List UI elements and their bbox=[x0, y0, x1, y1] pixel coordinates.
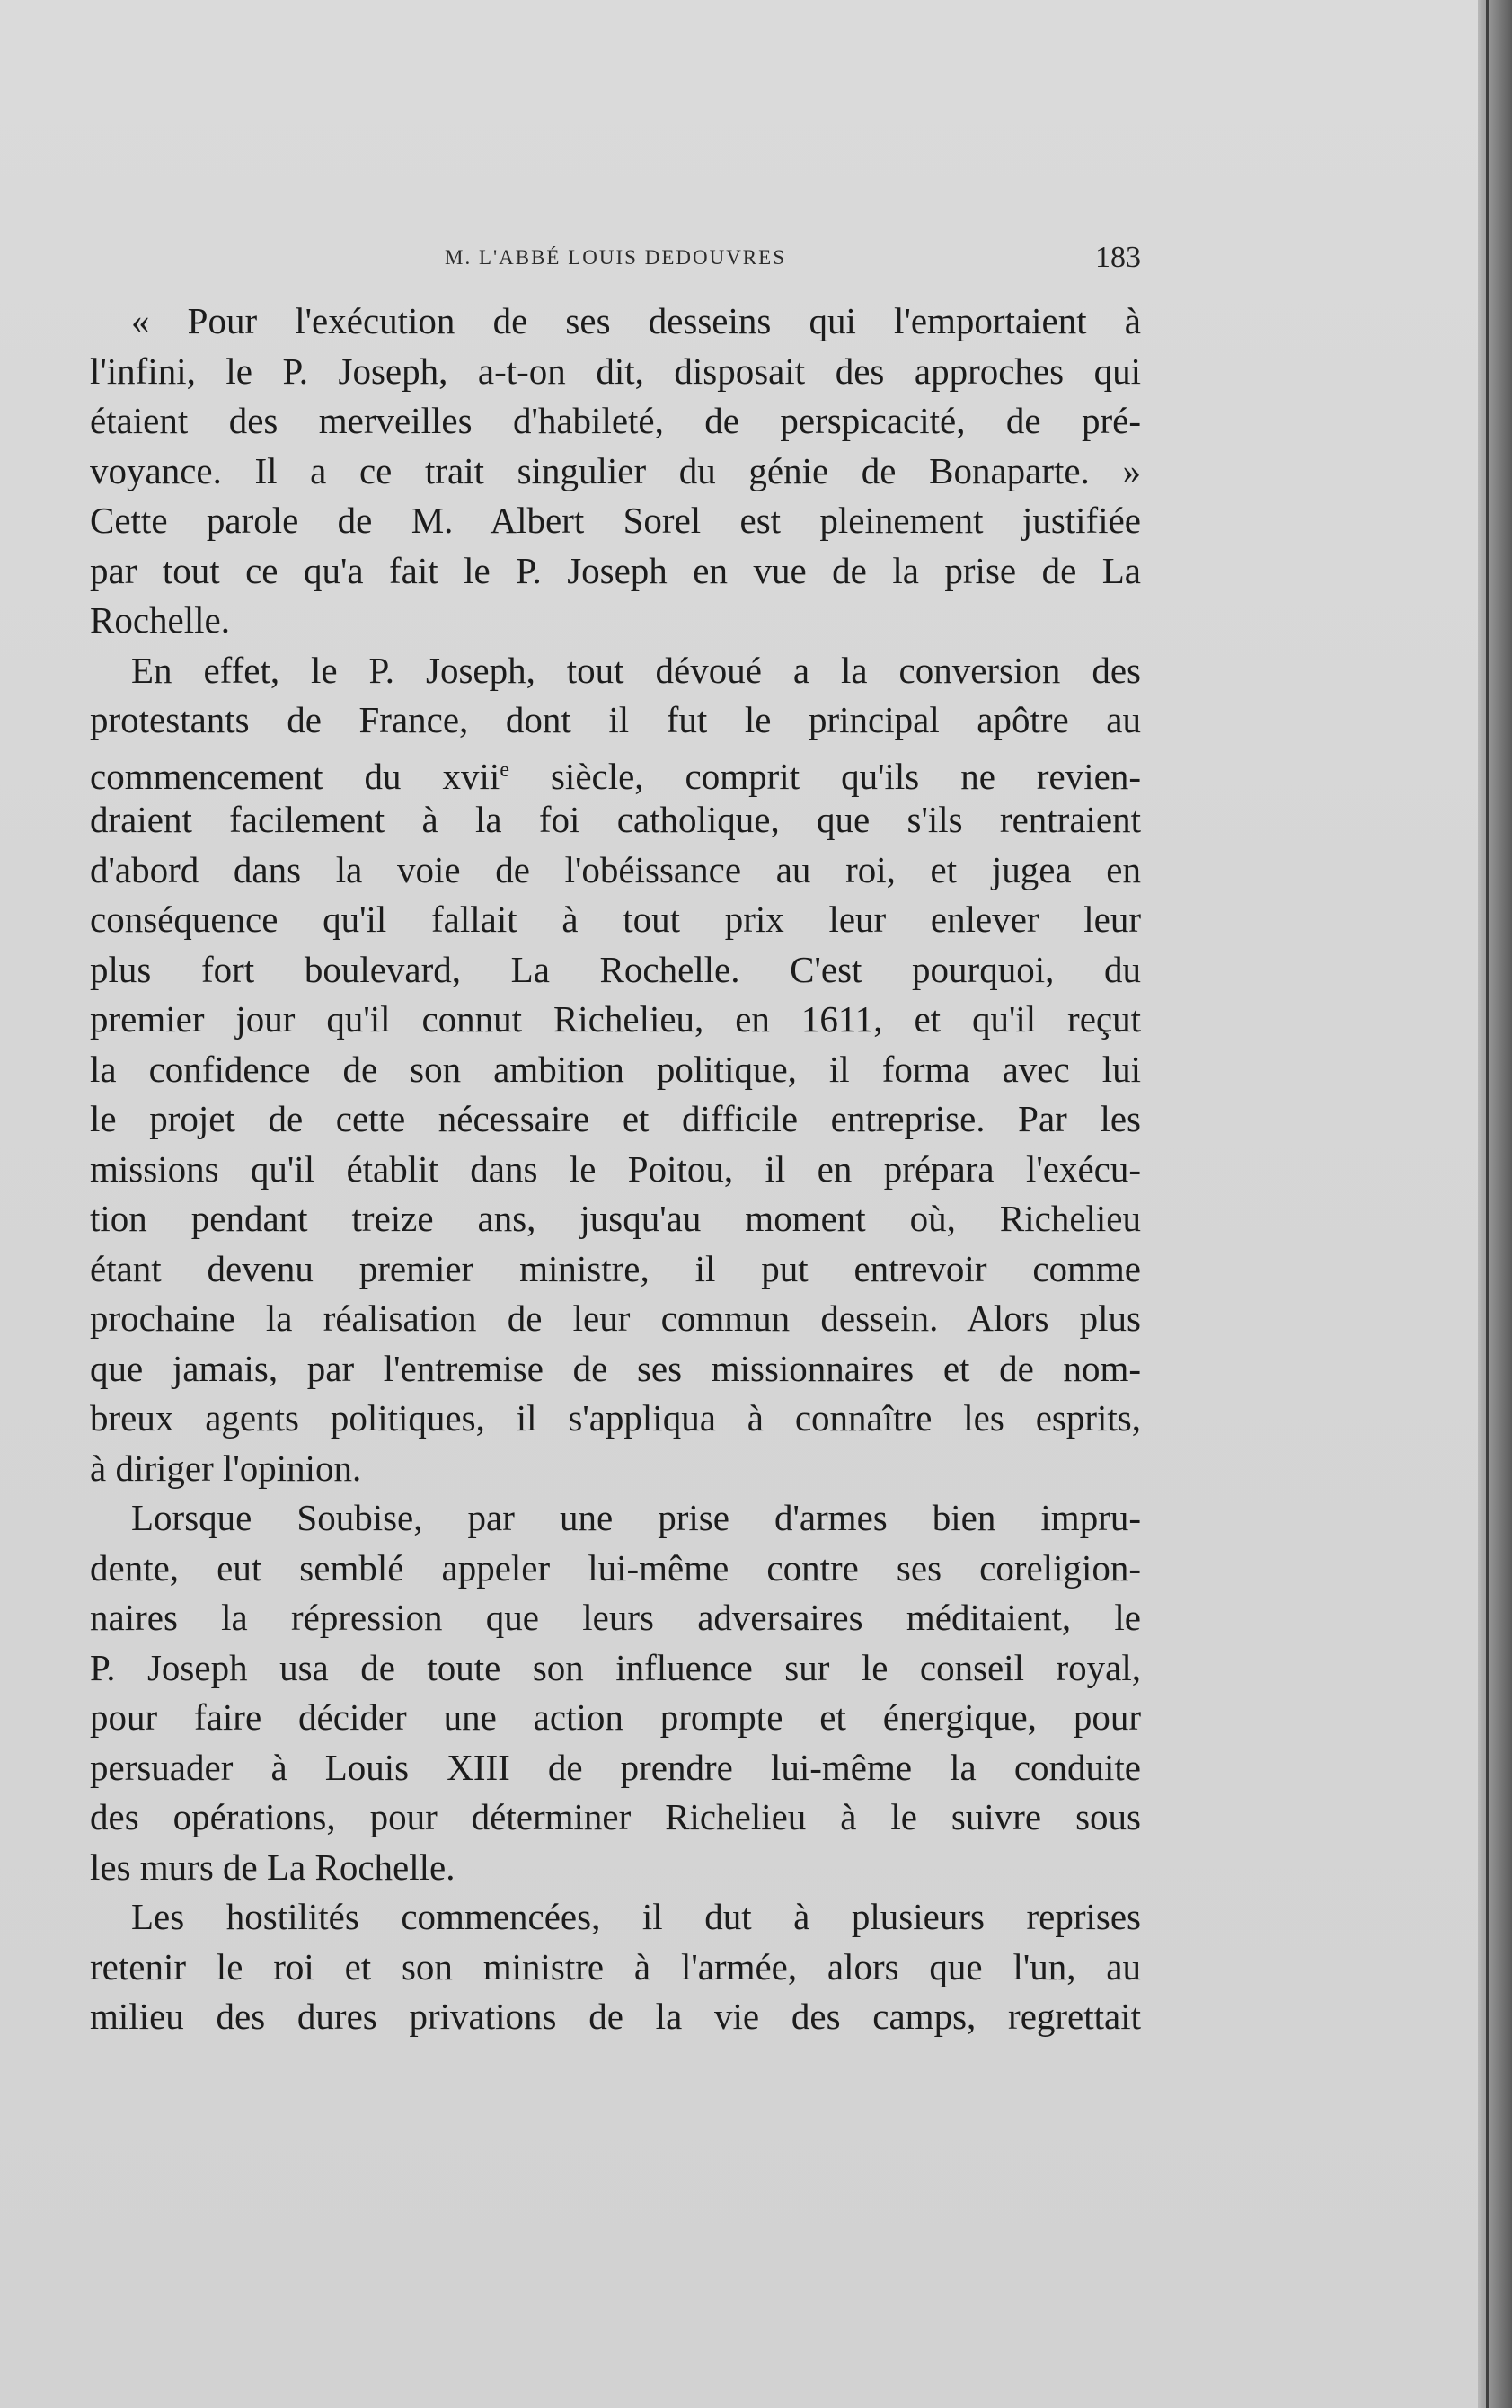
text-line: les murs de La Rochelle. bbox=[90, 1846, 455, 1888]
text-line: P. Joseph usa de toute son influence sur le conseil royal, bbox=[90, 1646, 1141, 1688]
text-line: étaient des merveilles d'habileté, de perspicacité, de pré- bbox=[90, 400, 1141, 441]
text-segment: commencement du xvii bbox=[90, 755, 500, 797]
running-head bbox=[90, 241, 1141, 277]
text-line: Rochelle. bbox=[90, 599, 230, 641]
superscript: e bbox=[500, 757, 509, 782]
text-line: naires la répression que leurs adversaires méditaient, le bbox=[90, 1597, 1141, 1638]
text-line: des opérations, pour déterminer Richelieu à le suivre sous bbox=[90, 1796, 1141, 1837]
text-line: la confidence de son ambition politique, il forma avec lui bbox=[90, 1048, 1141, 1090]
text-line: l'infini, le P. Joseph, a-t-on dit, disposait des approches qui bbox=[90, 350, 1141, 392]
text-line: draient facilement à la foi catholique, que s'ils rentraient bbox=[90, 799, 1141, 840]
running-head-title: M. L'ABBÉ LOUIS DEDOUVRES bbox=[445, 246, 786, 269]
text-line: plus fort boulevard, La Rochelle. C'est pourquoi, du bbox=[90, 948, 1141, 990]
text-line: Lorsque Soubise, par une prise d'armes bien impru- bbox=[131, 1497, 1141, 1538]
page-number: 183 bbox=[1095, 241, 1141, 274]
paragraph-4 bbox=[90, 1892, 1141, 2042]
text-line: pour faire décider une action prompte et énergique, pour bbox=[90, 1696, 1141, 1738]
text-line: prochaine la réalisation de leur commun dessein. Alors plus bbox=[90, 1297, 1141, 1339]
text-line: persuader à Louis XIII de prendre lui-même la conduite bbox=[90, 1746, 1141, 1788]
spine-shadow-line bbox=[1486, 0, 1489, 2408]
text-line: tion pendant treize ans, jusqu'au moment où, Richelieu bbox=[90, 1198, 1141, 1239]
text-line: missions qu'il établit dans le Poitou, il en prépara l'exécu- bbox=[90, 1147, 1141, 1190]
text-line: protestants de France, dont il fut le principal apôtre au bbox=[90, 699, 1141, 740]
paragraph-1 bbox=[90, 297, 1141, 646]
text-line: premier jour qu'il connut Richelieu, en 1611, et qu'il reçut bbox=[90, 998, 1141, 1040]
text-line: voyance. Il a ce trait singulier du génie de Bonaparte. » bbox=[90, 449, 1141, 491]
text-line: breux agents politiques, il s'appliqua à connaître les esprits, bbox=[90, 1397, 1141, 1439]
text-segment: siècle, comprit qu'ils ne revien- bbox=[508, 755, 1141, 797]
body-text bbox=[90, 297, 1141, 2042]
text-line: à diriger l'opinion. bbox=[90, 1447, 362, 1489]
text-line: conséquence qu'il fallait à tout prix leur enlever leur bbox=[90, 899, 1141, 940]
text-line: Cette parole de M. Albert Sorel est pleinement justifiée bbox=[90, 500, 1141, 541]
text-line: milieu des dures privations de la vie des camps, regrettait bbox=[90, 1996, 1141, 2037]
text-line: « Pour l'exécution de ses desseins qui l'emportaient à bbox=[131, 300, 1141, 341]
text-line: que jamais, par l'entremise de ses missionnaires et de nom- bbox=[90, 1347, 1141, 1389]
text-line: Les hostilités commencées, il dut à plusieurs reprises bbox=[131, 1896, 1141, 1937]
text-line bbox=[90, 746, 1141, 796]
text-line: dente, eut semblé appeler lui-même contre ses coreligion- bbox=[90, 1546, 1141, 1589]
text-line: En effet, le P. Joseph, tout dévoué a la conversion des bbox=[131, 649, 1141, 691]
text-line: étant devenu premier ministre, il put entrevoir comme bbox=[90, 1247, 1141, 1289]
text-line: le projet de cette nécessaire et difficile entreprise. Par les bbox=[90, 1098, 1141, 1139]
text-line: par tout ce qu'a fait le P. Joseph en vue de la prise de La bbox=[90, 549, 1141, 591]
paragraph-3 bbox=[90, 1493, 1141, 1892]
text-line: d'abord dans la voie de l'obéissance au roi, et jugea en bbox=[90, 848, 1141, 890]
text-line: retenir le roi et son ministre à l'armée, alors que l'un, au bbox=[90, 1945, 1141, 1987]
paragraph-2 bbox=[90, 646, 1141, 1494]
book-spine-edge bbox=[1478, 0, 1512, 2408]
